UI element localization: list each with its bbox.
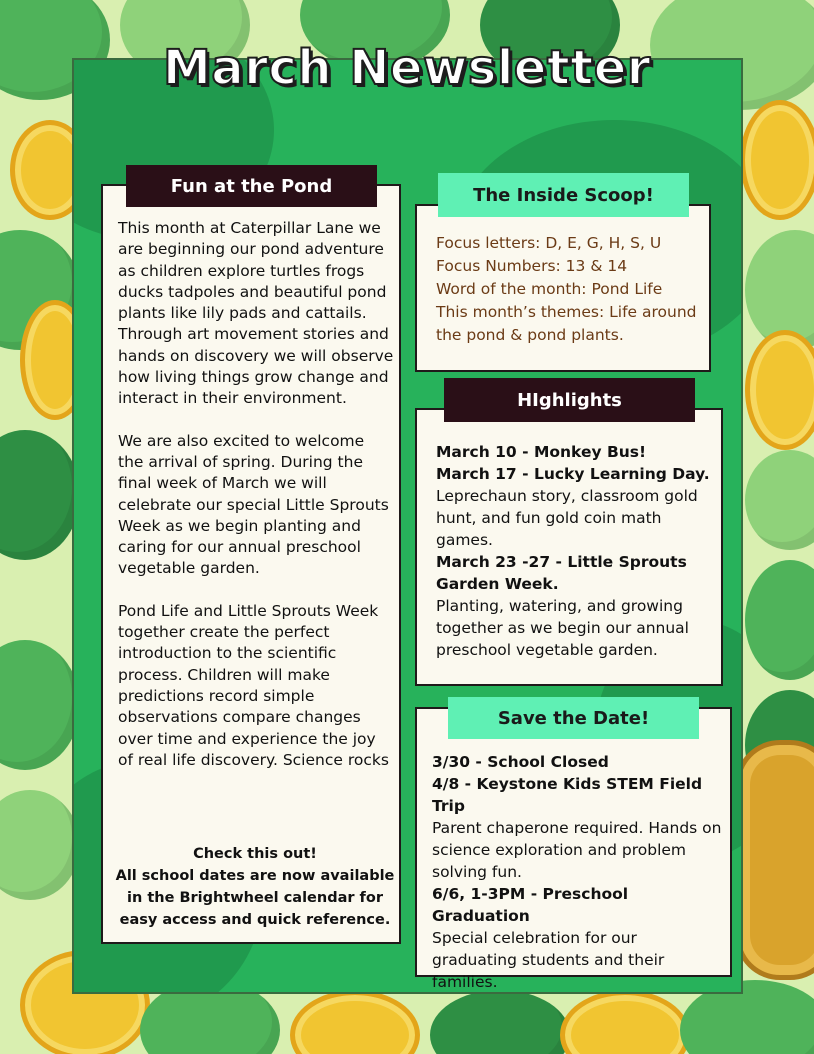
pond-paragraph: Pond Life and Little Sprouts Week together create the perfect introduction to the scientific process. Children will make predictions record simple observations compare changes over time and experience the joy of real life discovery. Science rocks xyxy=(118,601,389,769)
highlight-desc: Planting, watering, and growing together as we begin our annual preschool vegetable garden. xyxy=(436,597,689,659)
save-date-heading: Save the Date! xyxy=(448,697,699,739)
pond-paragraph: We are also excited to welcome the arrival of spring. During the final week of March we will celebrate our special Little Sprouts Week as we begin planting and caring for our annual preschool vegetable garden. xyxy=(118,431,389,578)
clover-icon xyxy=(745,560,814,680)
horseshoe-icon xyxy=(735,740,814,980)
checkout-note xyxy=(110,843,400,931)
gold-coin-icon xyxy=(560,990,690,1054)
scoop-heading: The Inside Scoop! xyxy=(438,173,689,217)
highlight-title: March 23 -27 - Little Sprouts Garden Week. xyxy=(436,553,687,593)
gold-coin-icon xyxy=(740,100,814,220)
gold-coin-icon xyxy=(745,330,814,450)
highlights-heading: HIghlights xyxy=(444,378,695,422)
pond-paragraph: This month at Caterpillar Lane we are beginning our pond adventure as children explore turtles frogs ducks tadpoles and beautiful pond plants like lily pads and cattails. Through art movement stories and hands on discovery we will observe how living things grow change and interact in their environment. xyxy=(118,219,394,408)
page-title: March Newsletter xyxy=(163,40,651,96)
scoop-line: Focus Numbers: 13 & 14 xyxy=(436,257,628,275)
clover-icon xyxy=(0,640,80,770)
clover-icon xyxy=(0,430,80,560)
checkout-text: All school dates are now available in the Brightwheel calendar for easy access and quick reference. xyxy=(115,868,395,928)
highlights-body xyxy=(436,441,716,661)
clover-icon xyxy=(745,450,814,550)
date-desc: Parent chaperone required. Hands on science exploration and problem solving fun. xyxy=(432,819,722,881)
checkout-title: Check this out! xyxy=(193,846,317,862)
date-desc: Special celebration for our graduating students and their families. xyxy=(432,929,665,991)
scoop-line: Focus letters: D, E, G, H, S, U xyxy=(436,234,662,252)
highlight-title: March 10 - Monkey Bus! xyxy=(436,443,647,461)
gold-coin-icon xyxy=(290,990,420,1054)
pond-heading: Fun at the Pond xyxy=(126,165,377,207)
date-title: 4/8 - Keystone Kids STEM Field Trip xyxy=(432,775,703,815)
clover-icon xyxy=(430,990,570,1054)
scoop-line: Word of the month: Pond Life xyxy=(436,280,663,298)
save-date-body xyxy=(432,751,724,993)
scoop-body xyxy=(436,232,716,347)
clover-icon xyxy=(0,790,80,900)
highlight-desc: Leprechaun story, classroom gold hunt, and fun gold coin math games. xyxy=(436,487,698,549)
date-title: 6/6, 1-3PM - Preschool Graduation xyxy=(432,885,629,925)
highlight-title: March 17 - Lucky Learning Day. xyxy=(436,465,710,483)
date-title: 3/30 - School Closed xyxy=(432,753,609,771)
pond-body xyxy=(118,218,394,792)
scoop-line: This month’s themes: Life around the pond & pond plants. xyxy=(436,303,697,344)
